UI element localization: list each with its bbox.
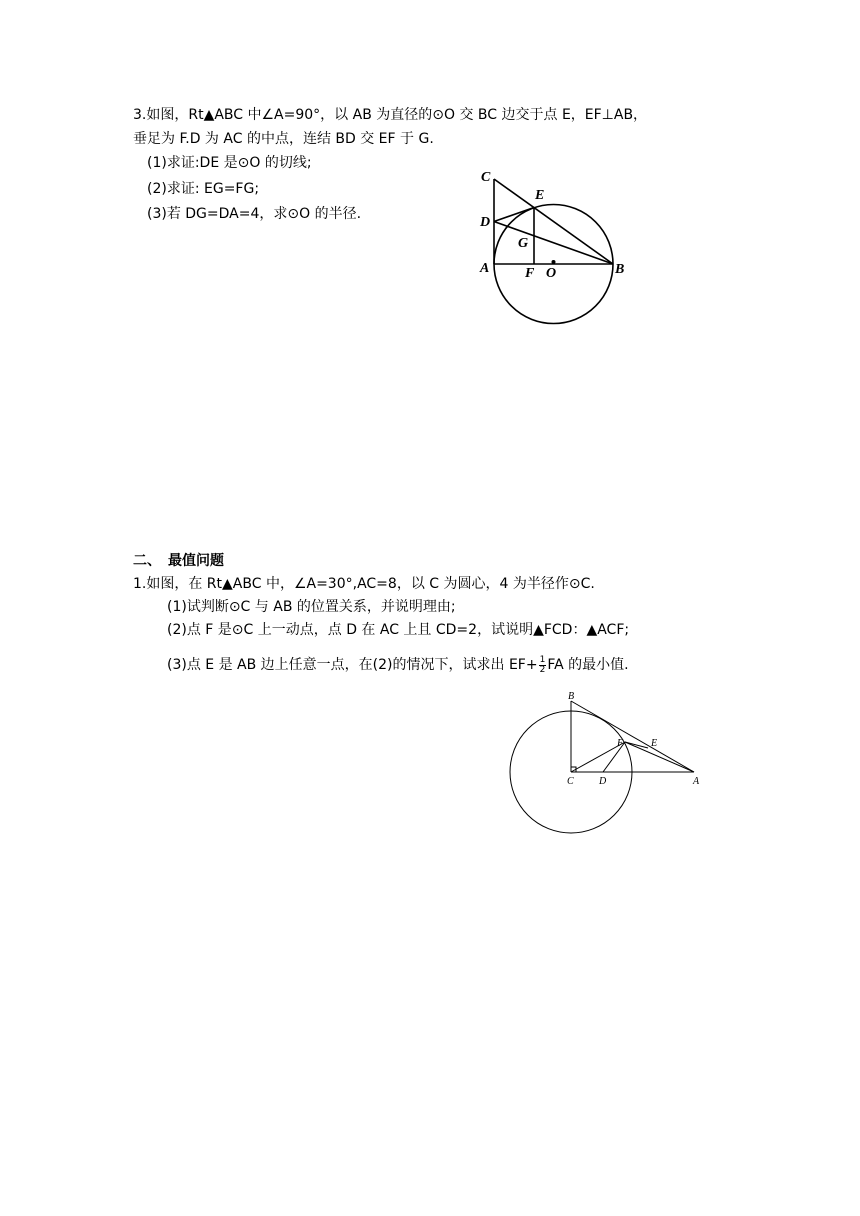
label-b: B [568,691,575,702]
label-c: C [481,170,491,185]
segment-cb [494,179,613,264]
problem3-question2: (2)求证: EG=FG; [147,181,260,197]
segment-ba [571,701,694,772]
circle-c [510,711,632,833]
point-o [552,260,556,264]
section2-heading: 二、 最值问题 [133,553,224,569]
label-e: E [651,738,658,749]
label-f: F [617,738,624,749]
circle-o [494,205,613,324]
fraction-denominator: 2 [539,664,546,675]
fraction-one-half [539,656,547,675]
segment-de [494,208,534,222]
problem3-line2: 垂足为 F.D 为 AC 的中点，连结 BD 交 EF 于 G. [133,131,434,147]
section2-problem1-line1: 1.如图，在 Rt▲ABC 中，∠A=30°,AC=8，以 C 为圆心，4 为半径作⊙C. [133,576,595,592]
label-o: O [546,266,557,281]
label-c: C [567,776,574,787]
segment-cf [571,742,625,772]
label-d: D [480,215,491,230]
label-b: B [615,262,625,277]
label-d: D [599,776,607,787]
question3-text-start: (3)点 E 是 AB 边上任意一点，在(2)的情况下，试求出 EF+ [167,657,538,673]
section2-problem1-question2: (2)点 F 是⊙C 上一动点，点 D 在 AC 上且 CD=2，试说明▲FCD：▲ACF; [167,622,630,638]
segment-db [494,222,613,265]
label-a: A [480,261,490,276]
section2-problem1-question3 [167,655,629,675]
segment-df [603,742,625,772]
segment-fa [625,742,694,772]
question3-text-end: FA 的最小值. [547,657,629,673]
label-f: F [525,266,535,281]
label-g: G [518,236,529,251]
label-e: E [535,188,545,203]
section2-problem1-question1: (1)试判断⊙C 与 AB 的位置关系，并说明理由; [167,599,456,615]
segment-fe [625,742,648,748]
problem3-question1: (1)求证:DE 是⊙O 的切线; [147,155,312,171]
problem3-question3: (3)若 DG=DA=4，求⊙O 的半径. [147,206,362,222]
label-a: A [693,776,700,787]
fraction-numerator: 1 [539,654,546,665]
problem3-line1: 3.如图，Rt▲ABC 中∠A=90°，以 AB 为直径的⊙O 交 BC 边交于点 E，EF⊥AB， [133,107,648,123]
right-angle-mark [571,767,576,772]
